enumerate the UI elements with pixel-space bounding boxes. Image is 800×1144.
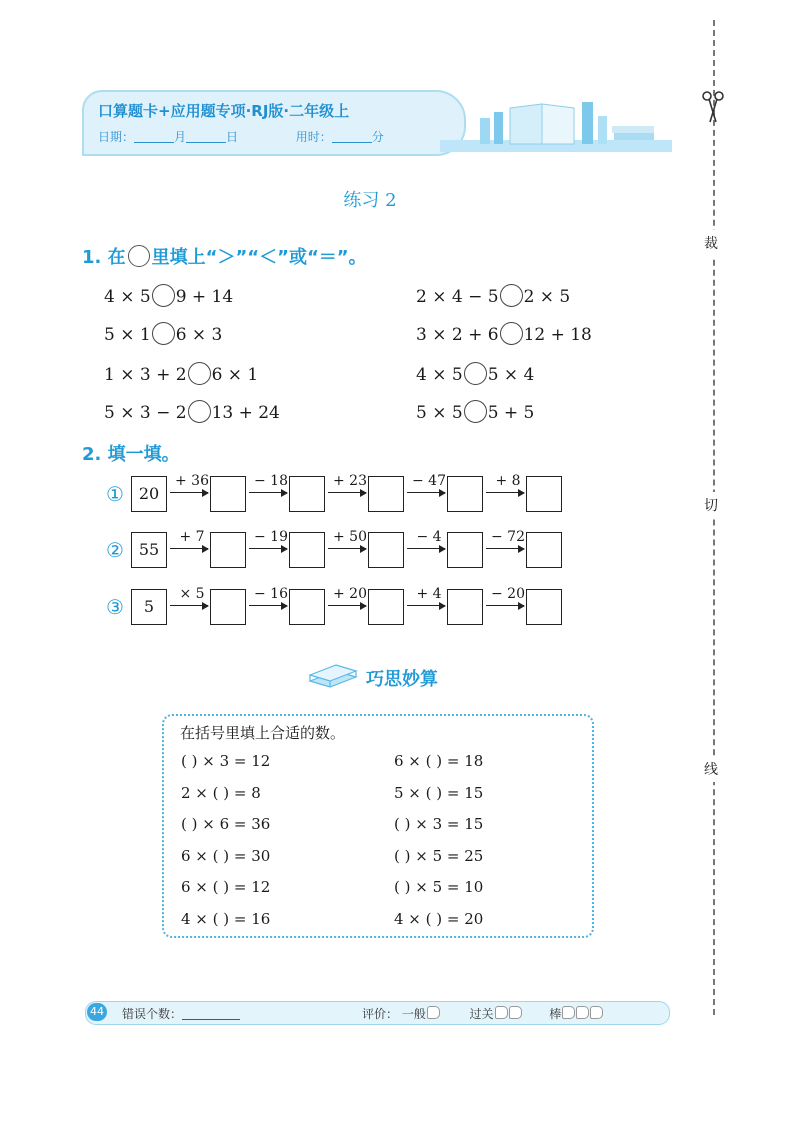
operation-label: − 47 [412,473,446,489]
fill-item[interactable]: ( ) × 5 = 10 [394,878,484,896]
circle-icon [128,245,150,267]
question-2-title: 2. 填一填。 [82,444,180,465]
compare-right: 12 + 18 [523,325,592,345]
think-title: 巧思妙算 [366,669,438,690]
operation-label: + 36 [175,473,209,489]
chain-label: ② [106,538,124,562]
scissors-icon [701,90,725,124]
thumbs-up-icon [495,1006,508,1019]
arrow-icon [170,548,208,549]
operation-label: + 7 [179,529,205,545]
answer-box[interactable] [210,532,246,568]
fill-item[interactable]: 6 × ( ) = 30 [181,847,271,865]
operation-label: + 23 [333,473,367,489]
answer-box[interactable] [210,476,246,512]
compare-right: 5 × 4 [487,365,535,385]
compare-left: 4 × 5 [104,287,151,307]
time-label: 用时： [295,130,332,144]
compare-left: 5 × 1 [104,325,151,345]
answer-circle[interactable] [152,284,175,307]
compare-right: 6 × 1 [211,365,259,385]
answer-box[interactable] [447,532,483,568]
operation-label: − 16 [254,586,288,602]
fill-item[interactable]: 5 × ( ) = 15 [394,784,484,802]
day-label: 日 [226,130,239,144]
thumbs-up-icon [562,1006,575,1019]
errors-count [122,1005,240,1022]
answer-box[interactable] [526,589,562,625]
arrow-icon [407,492,445,493]
answer-box[interactable] [368,476,404,512]
page-number: 44 [87,1003,107,1021]
arrow-icon [486,605,524,606]
thumbs-up-icon [576,1006,589,1019]
date-time-row [98,128,384,145]
compare-right: 13 + 24 [211,403,280,423]
chain-label: ① [106,482,124,506]
operation-label: − 20 [491,586,525,602]
arrow-icon [328,605,366,606]
date-label: 日期： [98,130,135,144]
compare-item [416,284,570,307]
arrow-icon [170,492,208,493]
answer-box[interactable] [368,589,404,625]
arrow-icon [170,605,208,606]
fill-item[interactable]: 2 × ( ) = 8 [181,784,261,802]
rating-great: 棒 [549,1007,562,1021]
answer-box[interactable] [210,589,246,625]
compare-item [416,322,592,345]
answer-box[interactable] [447,476,483,512]
compare-left: 5 × 5 [416,403,463,423]
thumbs-up-icon [509,1006,522,1019]
q1-title-start: 1. 在 [82,247,126,268]
errors-label: 错误个数： [122,1007,183,1021]
compare-item [104,400,280,423]
cut-char: 线 [704,756,718,782]
arrow-icon [249,548,287,549]
thumbs-up-icon [590,1006,603,1019]
answer-box[interactable] [289,476,325,512]
operation-label: − 4 [416,529,442,545]
start-value-box: 5 [131,589,167,625]
rating-normal: 一般 [401,1007,426,1021]
compare-left: 2 × 4 − 5 [416,287,499,307]
errors-blank[interactable] [182,1007,240,1020]
think-instruction: 在括号里填上合适的数。 [180,724,346,742]
fill-item[interactable]: ( ) × 6 = 36 [181,815,271,833]
compare-left: 3 × 2 + 6 [416,325,499,345]
operation-label: + 50 [333,529,367,545]
answer-circle[interactable] [500,284,523,307]
question-1-title [82,243,367,269]
answer-box[interactable] [289,589,325,625]
arrow-icon [249,605,287,606]
operation-label: − 72 [491,529,525,545]
books-icon [306,659,360,691]
arrow-icon [249,492,287,493]
fill-item[interactable]: 4 × ( ) = 20 [394,910,484,928]
month-label: 月 [174,130,187,144]
fill-item[interactable]: ( ) × 3 = 12 [181,752,271,770]
answer-circle[interactable] [152,322,175,345]
arrow-icon [407,548,445,549]
answer-box[interactable] [526,532,562,568]
operation-label: + 20 [333,586,367,602]
arrow-icon [486,548,524,549]
book-title: 口算题卡+应用题专项·RJ版·二年级上 [98,102,350,120]
operation-label: + 4 [416,586,442,602]
compare-left: 5 × 3 − 2 [104,403,187,423]
start-value-box: 55 [131,532,167,568]
answer-box[interactable] [368,532,404,568]
fill-item[interactable]: 6 × ( ) = 18 [394,752,484,770]
q1-title-end: 里填上“＞”“＜”或“＝”。 [151,247,367,268]
cut-char: 切 [704,492,718,518]
day-blank [186,130,226,143]
compare-item [104,362,258,385]
compare-left: 1 × 3 + 2 [104,365,187,385]
rating-row [362,1005,603,1022]
compare-right: 9 + 14 [175,287,234,307]
month-blank [134,130,174,143]
fill-item[interactable]: ( ) × 3 = 15 [394,815,484,833]
answer-box[interactable] [526,476,562,512]
compare-right: 2 × 5 [523,287,571,307]
compare-item [416,362,534,385]
arrow-icon [407,605,445,606]
answer-box[interactable] [289,532,325,568]
arrow-icon [328,548,366,549]
compare-right: 6 × 3 [175,325,223,345]
thumbs-up-icon [427,1006,440,1019]
operation-label: − 19 [254,529,288,545]
answer-circle[interactable] [188,400,211,423]
start-value-box: 20 [131,476,167,512]
compare-left: 4 × 5 [416,365,463,385]
compare-right: 5 + 5 [487,403,535,423]
compare-item [416,400,534,423]
operation-label: + 8 [495,473,521,489]
arrow-icon [328,492,366,493]
compare-item [104,284,233,307]
operation-label: × 5 [179,586,205,602]
minute-label: 分 [371,130,384,144]
answer-circle[interactable] [188,362,211,385]
operation-label: − 18 [254,473,288,489]
time-blank [332,130,372,143]
answer-circle[interactable] [464,400,487,423]
fill-item[interactable]: 6 × ( ) = 12 [181,878,271,896]
answer-circle[interactable] [500,322,523,345]
chain-label: ③ [106,595,124,619]
fill-item[interactable]: ( ) × 5 = 25 [394,847,484,865]
stationery-illustration [470,96,670,148]
rating-label: 评价： [362,1007,399,1021]
answer-box[interactable] [447,589,483,625]
exercise-title: 练习 2 [343,190,397,211]
rating-pass: 过关 [469,1007,494,1021]
answer-circle[interactable] [464,362,487,385]
compare-item [104,322,222,345]
arrow-icon [486,492,524,493]
cut-char: 裁 [704,230,718,256]
fill-item[interactable]: 4 × ( ) = 16 [181,910,271,928]
